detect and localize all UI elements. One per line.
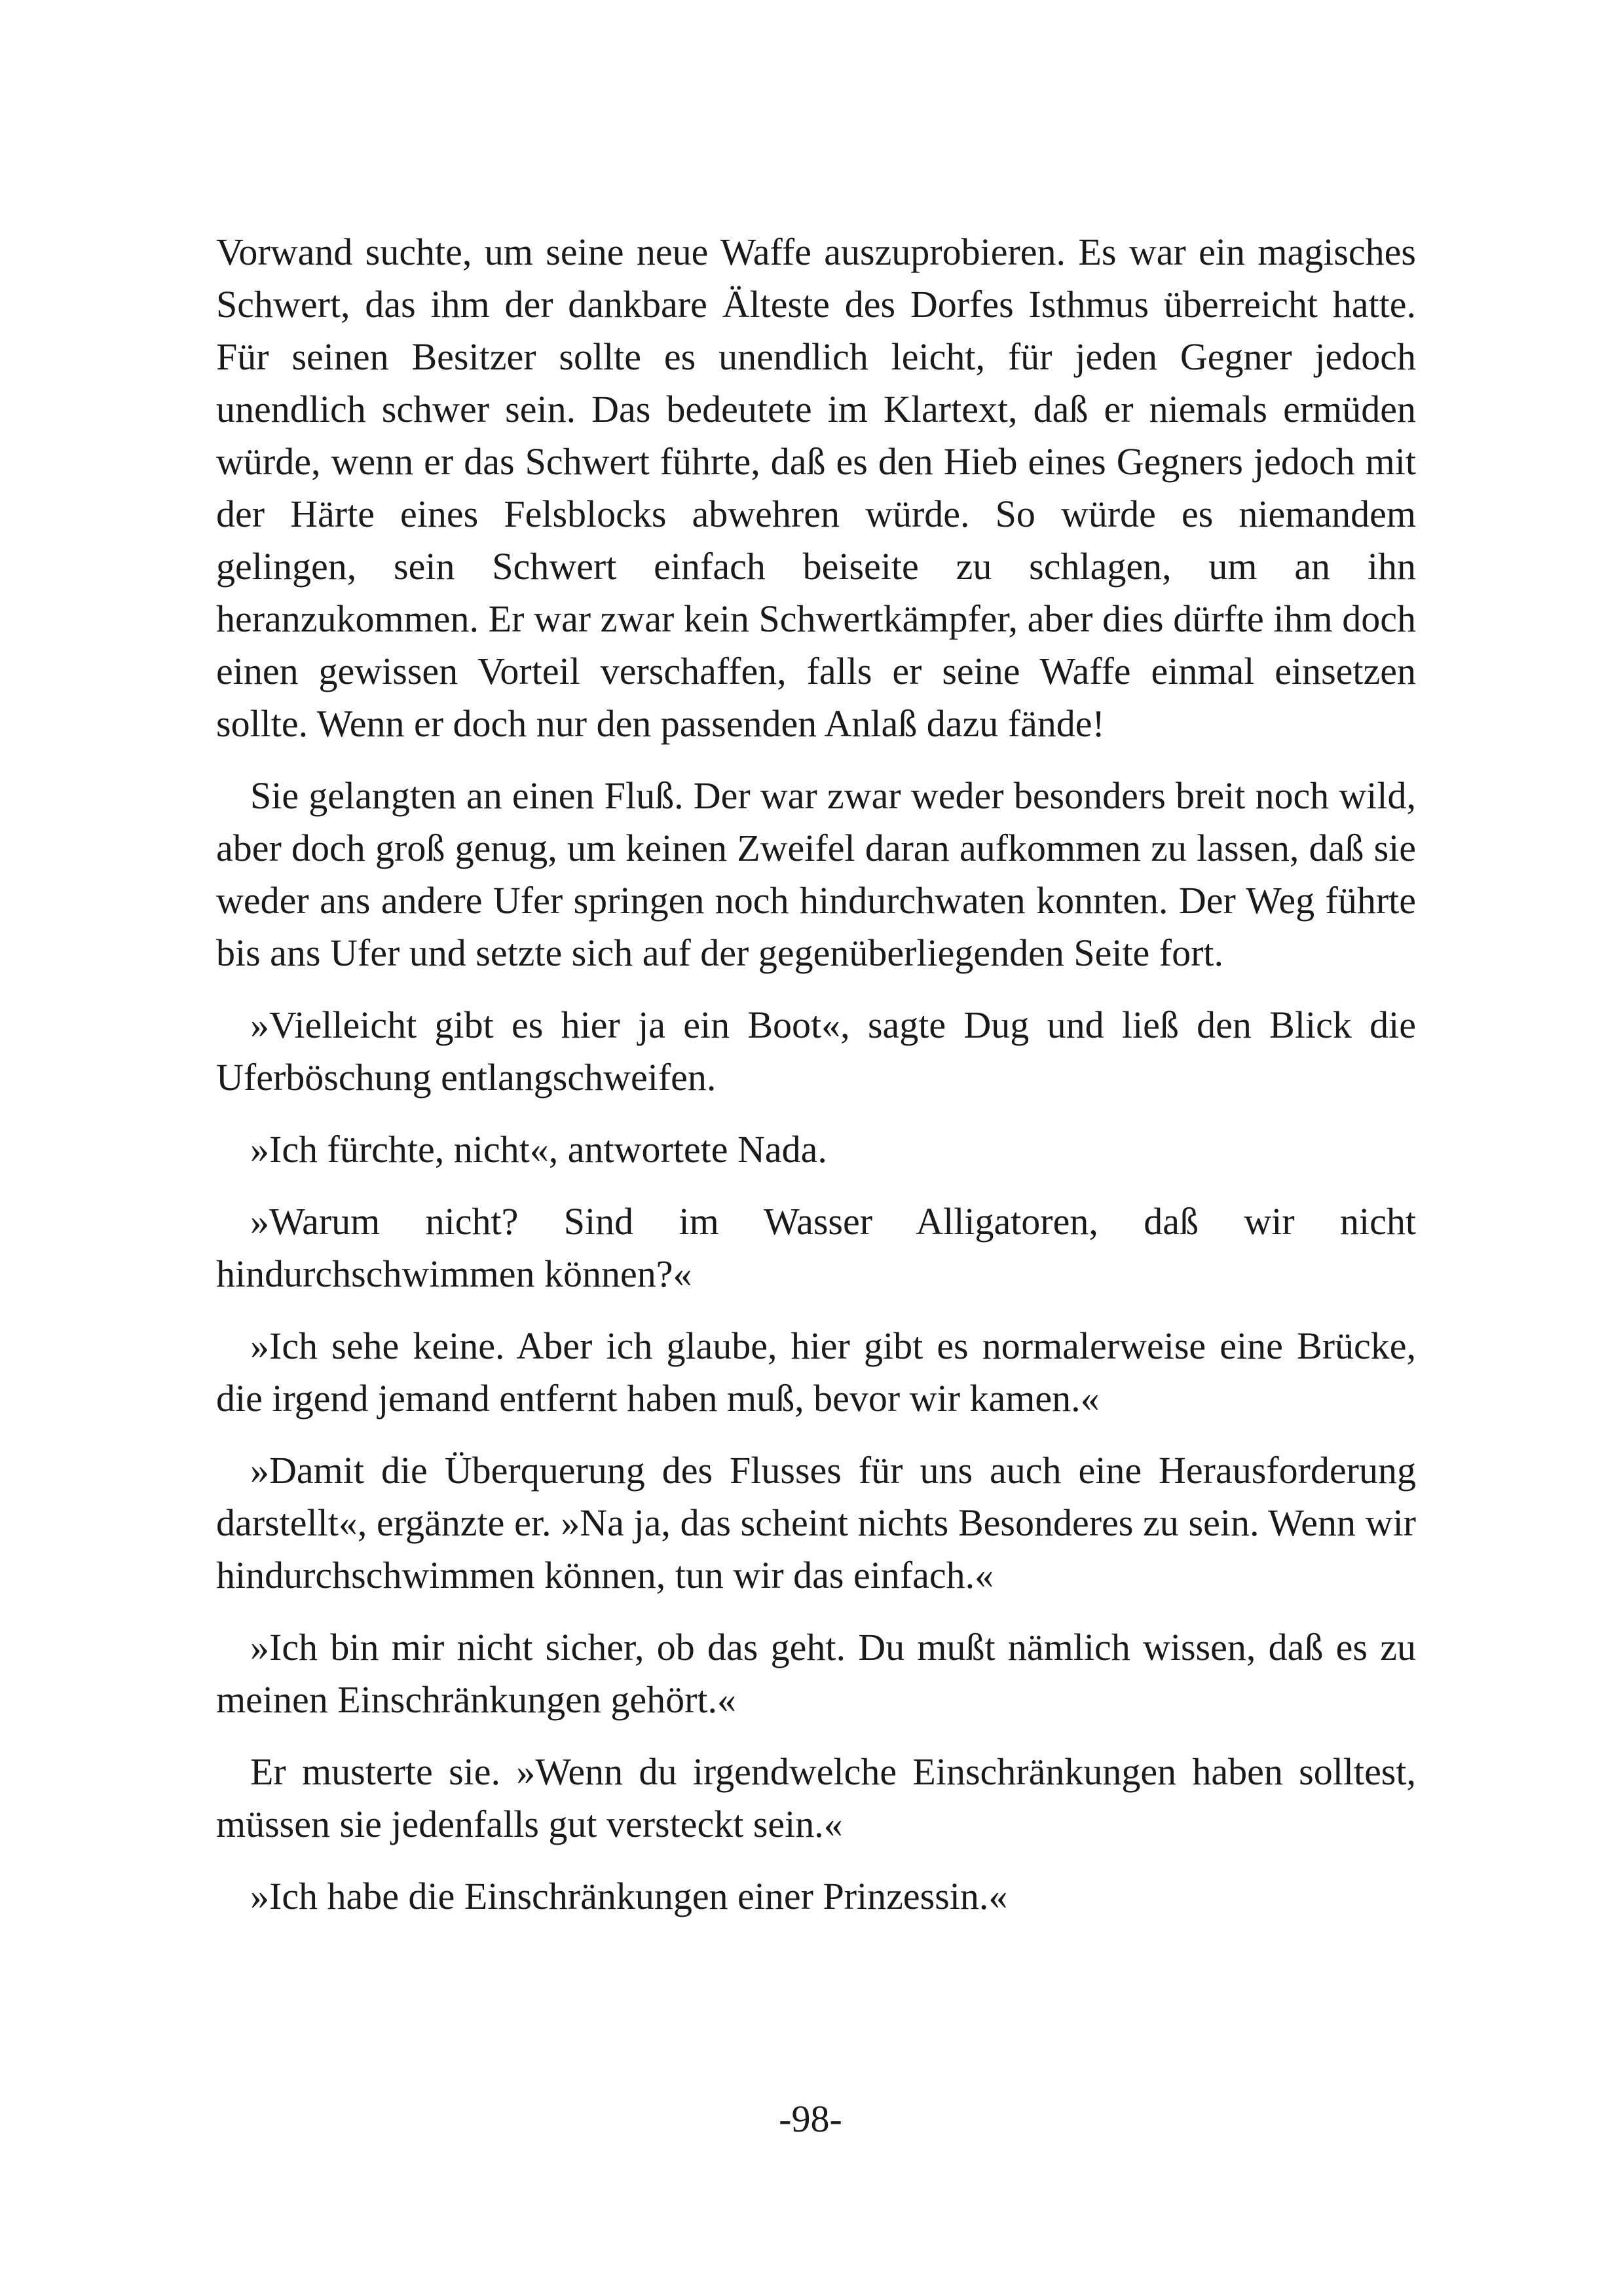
paragraph-9: Er musterte sie. »Wenn du irgendwelche Einschränkungen haben solltest, müssen sie jedenfalls gut versteckt sein.« [216, 1750, 1416, 1845]
paragraph-5: »Warum nicht? Sind im Wasser Alligatoren, daß wir nicht hindurchschwimmen können?« [216, 1200, 1416, 1295]
paragraph-7: »Damit die Überquerung des Flusses für uns auch eine Herausforderung darstellt«, ergänzte er. »Na ja, das scheint nichts Besonderes zu sein. Wenn wir hindurchschwimmen können, tun wir das einfach.« [216, 1449, 1416, 1596]
paragraph-4: »Ich fürchte, nicht«, antwortete Nada. [250, 1128, 827, 1171]
page-body [216, 226, 1416, 1923]
paragraph-8: »Ich bin mir nicht sicher, ob das geht. Du mußt nämlich wissen, daß es zu meinen Einschränkungen gehört.« [216, 1626, 1416, 1721]
paragraph-3: »Vielleicht gibt es hier ja ein Boot«, sagte Dug und ließ den Blick die Uferböschung entlangschweifen. [216, 1004, 1416, 1099]
paragraph-2: Sie gelangten an einen Fluß. Der war zwar weder besonders breit noch wild, aber doch groß genug, um keinen Zweifel daran aufkommen zu lassen, daß sie weder ans andere Ufer springen noch hindurchwaten konnten. Der Weg führte bis ans Ufer und setzte sich auf der gegenüberliegenden Seite fort. [216, 774, 1416, 974]
paragraph-10: »Ich habe die Einschränkungen einer Prinzessin.« [250, 1875, 1008, 1917]
page-number: -98- [779, 2098, 842, 2140]
paragraph-1: Vorwand suchte, um seine neue Waffe auszuprobieren. Es war ein magisches Schwert, das ihm der dankbare Älteste des Dorfes Isthmus überreicht hatte. Für seinen Besitzer sollte es unendlich leicht, für jeden Gegner jedoch unendlich schwer sein. Das bedeutete im Klartext, daß er niemals ermüden würde, wenn er das Schwert führte, daß es den Hieb eines Gegners jedoch mit der Härte eines Felsblocks abwehren würde. So würde es niemandem gelingen, sein Schwert einfach beiseite zu schlagen, um an ihn heranzukommen. Er war zwar kein Schwertkämpfer, aber dies dürfte ihm doch einen gewissen Vorteil verschaffen, falls er seine Waffe einmal einsetzen sollte. Wenn er doch nur den passenden Anlaß dazu fände! [216, 231, 1416, 745]
paragraph-6: »Ich sehe keine. Aber ich glaube, hier gibt es normalerweise eine Brücke, die irgend jemand entfernt haben muß, bevor wir kamen.« [216, 1325, 1416, 1420]
